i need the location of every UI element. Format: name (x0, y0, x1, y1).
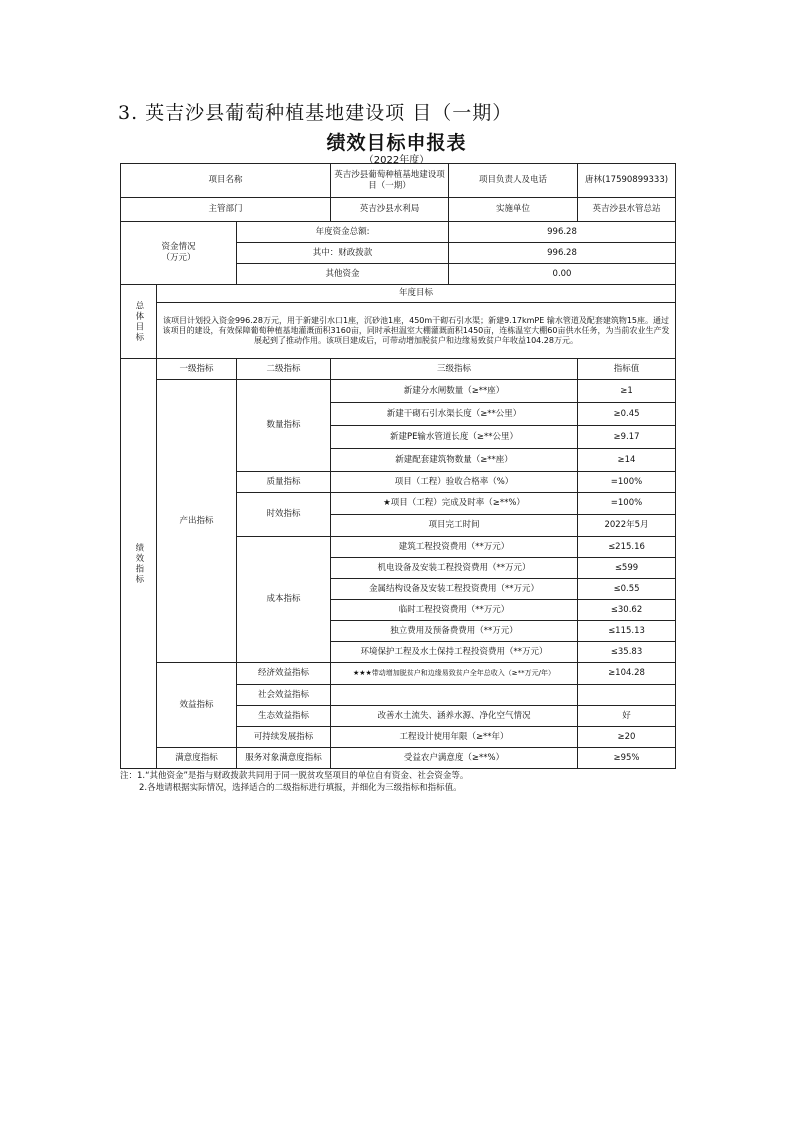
indicator-name: 临时工程投资费用（**万元） (331, 600, 578, 621)
level2-social: 社会效益指标 (237, 685, 331, 706)
dept-value: 英吉沙县水利局 (331, 198, 449, 222)
level1-output: 产出指标 (157, 380, 237, 663)
indicator-value: ≤0.55 (578, 579, 676, 600)
funds-other-label: 其他资金 (237, 264, 449, 285)
project-name-label: 项目名称 (121, 164, 331, 198)
indicator-value: ≤115.13 (578, 621, 676, 642)
indicator-name: 受益农户满意度（≥**%） (331, 748, 578, 769)
indicator-name (331, 685, 578, 706)
indicator-value: ≤599 (578, 558, 676, 579)
level2-time: 时效指标 (237, 493, 331, 537)
impl-value: 英吉沙县水管总站 (578, 198, 676, 222)
funds-fiscal-value: 996.28 (449, 243, 676, 264)
level2-sustain: 可持续发展指标 (237, 727, 331, 748)
footnotes (120, 770, 468, 795)
funds-fiscal-label: 其中：财政拨款 (237, 243, 449, 264)
indicator-value: ≥9.17 (578, 426, 676, 449)
indicator-name: 环境保护工程及水土保持工程投资费用（**万元） (331, 642, 578, 663)
funds-label: 资金情况 （万元） (121, 222, 237, 285)
indicator-name: 工程设计使用年限（≥**年） (331, 727, 578, 748)
footnote-1: 注：1.“其他资金”是指与财政拨款共同用于同一脱贫攻坚项目的单位自有资金、社会资金等。 (120, 771, 469, 781)
funds-total-label: 年度资金总额: (237, 222, 449, 243)
project-name-value: 英吉沙县葡萄种植基地建设项目（一期） (331, 164, 449, 198)
annual-goal-text: 该项目计划投入资金996.28万元，用于新建引水口1座，沉砂池1座，450m干砌石引水渠；新建9.17kmPE 输水管道及配套建筑物15座。通过该项目的建设，有效保障葡萄种植基地灌溉面积3160亩，同时承担温室大棚灌溉面积1450亩，连栋温室大棚60亩供水任务，为当前农业生产发展起到了推动作用。该项目建成后，可带动增加脱贫户和边缘易致贫户年收益104.28万元。 (157, 303, 676, 359)
indicator-value: ≥95% (578, 748, 676, 769)
indicator-value: ≥104.28 (578, 663, 676, 685)
indicator-name: 项目完工时间 (331, 515, 578, 537)
form-title: 绩效目标申报表 (326, 132, 467, 154)
form-year: （2022年度） (363, 155, 430, 166)
funds-total-value: 996.28 (449, 222, 676, 243)
performance-goal-table (120, 163, 676, 769)
overall-goal-side-label: 总体目标 (121, 285, 157, 359)
indicator-name: ★★★带动增加脱贫户和边缘易致贫户全年总收入（≥**万元/年） (331, 663, 578, 685)
impl-label: 实施单位 (449, 198, 578, 222)
level1-benefit: 效益指标 (157, 663, 237, 748)
level2-quantity: 数量指标 (237, 380, 331, 472)
indicator-name: 项目（工程）验收合格率（%） (331, 472, 578, 493)
indicator-value: 好 (578, 706, 676, 727)
indicator-name: 新建分水闸数量（≥**座） (331, 380, 578, 403)
level2-cost: 成本指标 (237, 537, 331, 663)
dept-label: 主管部门 (121, 198, 331, 222)
indicator-value: ≥0.45 (578, 403, 676, 426)
indicator-name: 独立费用及预备费费用（**万元） (331, 621, 578, 642)
project-contact-label: 项目负责人及电话 (449, 164, 578, 198)
level2-economic: 经济效益指标 (237, 663, 331, 685)
level2-quality: 质量指标 (237, 472, 331, 493)
indicator-value: ≥1 (578, 380, 676, 403)
indicator-name: ★项目（工程）完成及时率（≥**%） (331, 493, 578, 515)
indicator-value: ≤35.83 (578, 642, 676, 663)
annual-goal-header: 年度目标 (157, 285, 676, 303)
indicator-name: 改善水土流失、涵养水源、净化空气情况 (331, 706, 578, 727)
indicator-value: ≤30.62 (578, 600, 676, 621)
indicators-side-label: 绩效指标 (121, 359, 157, 769)
footnote-2: 2.各地请根据实际情况，选择适合的二级指标进行填报，并细化为三级指标和指标值。 (139, 783, 462, 794)
indicator-name: 机电设备及安装工程投资费用（**万元） (331, 558, 578, 579)
funds-other-value: 0.00 (449, 264, 676, 285)
indicator-name: 新建配套建筑物数量（≥**座） (331, 449, 578, 472)
indicator-value: =100% (578, 472, 676, 493)
indicator-value: 2022年5月 (578, 515, 676, 537)
col-level1-header: 一级指标 (157, 359, 237, 380)
level1-satisfaction: 满意度指标 (157, 748, 237, 769)
indicator-name: 金属结构设备及安装工程投资费用（**万元） (331, 579, 578, 600)
indicator-name: 新建干砌石引水渠长度（≥**公里） (331, 403, 578, 426)
indicator-value: ≤215.16 (578, 537, 676, 558)
indicator-value (578, 685, 676, 706)
col-value-header: 指标值 (578, 359, 676, 380)
indicator-name: 新建PE输水管道长度（≥**公里） (331, 426, 578, 449)
level2-service: 服务对象满意度指标 (237, 748, 331, 769)
col-level2-header: 二级指标 (237, 359, 331, 380)
indicator-value: ≥20 (578, 727, 676, 748)
level2-eco: 生态效益指标 (237, 706, 331, 727)
indicator-value: ≥14 (578, 449, 676, 472)
project-contact-value: 唐林(17590899333) (578, 164, 676, 198)
indicator-name: 建筑工程投资费用（**万元） (331, 537, 578, 558)
indicator-value: =100% (578, 493, 676, 515)
col-level3-header: 三级指标 (331, 359, 578, 380)
section-heading: 3. 英吉沙县葡萄种植基地建设项 目（一期） (118, 102, 513, 124)
